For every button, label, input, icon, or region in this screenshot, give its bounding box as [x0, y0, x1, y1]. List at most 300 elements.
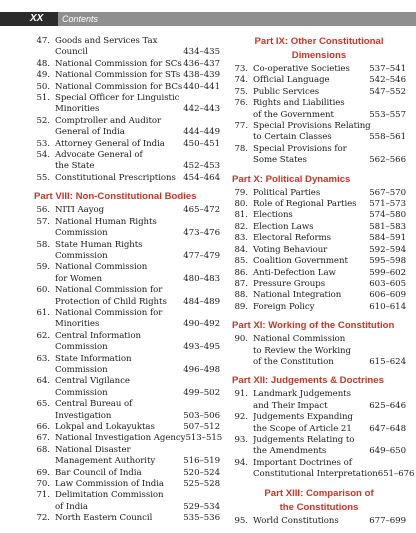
entry-body: [55, 93, 220, 116]
entry-title: Some States: [253, 155, 307, 166]
entry-title: for Women: [55, 273, 102, 284]
entry-line: [55, 205, 220, 216]
toc-entry: [232, 457, 415, 481]
entry-title: of India: [55, 501, 88, 512]
entry-number: 89.: [234, 301, 248, 312]
entry-body: [55, 36, 220, 59]
entry-number: 53.: [36, 138, 50, 149]
entry-title: Management Authority: [55, 456, 156, 467]
entry-line: [253, 210, 406, 221]
entry-number: 76.: [234, 98, 248, 109]
entry-list: [232, 64, 406, 167]
toc-entry: [232, 64, 406, 75]
entry-line: [55, 422, 220, 433]
entry-title: National Commission for: [55, 285, 163, 296]
entry-body: [253, 279, 406, 290]
entry-title: National Commission for STs: [55, 70, 181, 81]
entry-line: [253, 279, 406, 290]
entry-body: [253, 98, 406, 121]
toc-entry: [232, 87, 406, 98]
entry-line: [55, 502, 220, 513]
entry-line: [55, 319, 220, 330]
entry-number: 58.: [36, 239, 50, 250]
entry-title: Coalition Government: [253, 256, 348, 267]
entry-pages: 595–598: [369, 256, 406, 267]
entry-body: [253, 435, 406, 458]
entry-number: 71.: [36, 490, 50, 501]
entry-line: [253, 302, 406, 313]
entry-pages: 477–479: [183, 250, 220, 261]
entry-line: [55, 354, 220, 365]
entry-line: [253, 64, 406, 75]
entry-line: [55, 479, 220, 490]
entry-pages: 499–502: [183, 387, 220, 398]
entry-pages: 444–449: [183, 127, 220, 138]
entry-pages: 562–566: [369, 155, 406, 166]
entry-line: [55, 251, 220, 262]
entry-pages: 452–453: [183, 161, 220, 172]
entry-line: [253, 290, 406, 301]
toc-entry: [232, 188, 406, 199]
entry-number: 62.: [36, 330, 50, 341]
toc-entry: [232, 290, 406, 301]
toc-entry: [232, 279, 406, 290]
toc-entry: [232, 302, 406, 313]
entry-line: [55, 161, 220, 172]
header-title: Contents: [62, 14, 99, 24]
entry-title: Constitutional Interpretation: [253, 469, 378, 480]
entry-line: [253, 75, 406, 86]
entry-title: Pressure Groups: [253, 278, 326, 289]
entry-title: Attorney General of India: [55, 138, 165, 149]
toc-entry: [34, 285, 220, 308]
toc-entry: [232, 334, 406, 368]
toc-entry: [232, 516, 406, 527]
part-heading-ix-sub: Dimensions: [291, 50, 347, 61]
entry-line: [55, 331, 220, 342]
entry-body: [253, 458, 414, 481]
entry-title: Election Laws: [253, 221, 314, 232]
toc-entry: [34, 139, 220, 150]
entry-number: 95.: [234, 515, 248, 526]
entry-title: NITI Aayog: [55, 205, 105, 216]
toc-entry: [232, 245, 406, 256]
entry-line: [253, 110, 406, 121]
entry-number: 55.: [36, 172, 50, 183]
toc-entry: [232, 233, 406, 244]
entry-title: Commission: [55, 342, 108, 353]
entry-pages: 547–552: [369, 86, 406, 97]
entry-body: [253, 199, 406, 210]
entry-line: [253, 144, 406, 155]
entry-pages: 553–557: [369, 109, 406, 120]
toc-entry: [232, 210, 406, 221]
entry-body: [55, 59, 220, 70]
entry-line: [253, 268, 406, 279]
entry-body: [55, 240, 220, 263]
entry-number: 86.: [234, 267, 248, 278]
entry-list: [232, 389, 415, 480]
entry-line: [253, 188, 406, 199]
entry-line: [253, 346, 406, 357]
entry-number: 60.: [36, 285, 50, 296]
entry-line: [55, 217, 220, 228]
entry-body: [253, 233, 406, 244]
entry-body: [55, 479, 220, 490]
entry-pages: 574–580: [369, 210, 406, 221]
entry-pages: 513–515: [185, 433, 223, 444]
entry-number: 54.: [36, 150, 50, 161]
entry-pages: 520–524: [183, 467, 220, 478]
entry-body: [55, 376, 220, 399]
part-heading-xi: Part XI: Working of the Constitution: [232, 320, 395, 332]
entry-line: [55, 342, 220, 353]
entry-body: [55, 513, 220, 524]
toc-entry: [232, 256, 406, 267]
entry-body: [55, 308, 220, 331]
entry-title: National Commission for: [55, 307, 163, 318]
entry-line: [253, 155, 406, 166]
left-column: [34, 36, 223, 525]
toc-entry: [232, 222, 406, 233]
entry-number: 47.: [36, 36, 50, 46]
entry-title: National Commission for BCs: [55, 81, 183, 92]
entry-pages: 647–648: [369, 423, 406, 434]
entry-line: [55, 82, 220, 93]
part-heading-xiii: Part XIII: Comparison of: [264, 487, 374, 499]
entry-line: [253, 446, 406, 457]
toc-entry: [34, 82, 220, 93]
toc-entry: [34, 490, 220, 513]
entry-number: 88.: [234, 290, 248, 301]
entry-number: 77.: [234, 121, 248, 132]
entry-title: Minorities: [55, 104, 100, 115]
toc-entry: [34, 59, 220, 70]
entry-number: 75.: [234, 86, 248, 97]
part-heading-viii: Part VIII: Non-Constitutional Bodies: [34, 191, 197, 203]
toc-entry: [34, 399, 220, 422]
entry-line: [55, 274, 220, 285]
entry-body: [55, 422, 220, 433]
entry-title: Protection of Child Rights: [55, 296, 167, 307]
entry-pages: 529–534: [183, 501, 220, 512]
entry-line: [253, 87, 406, 98]
entry-line: [253, 412, 406, 423]
entry-body: [55, 116, 220, 139]
entry-pages: 625–646: [369, 400, 406, 411]
entry-line: [253, 435, 406, 446]
entry-pages: 450–451: [183, 138, 220, 149]
entry-number: 84.: [234, 244, 248, 255]
entry-body: [55, 399, 220, 422]
entry-pages: 440–441: [183, 81, 220, 92]
entry-number: 73.: [234, 64, 248, 74]
entry-body: [253, 412, 406, 435]
entry-line: [253, 469, 414, 480]
entry-title: Central Vigilance: [55, 376, 130, 387]
toc-entry: [34, 173, 220, 184]
entry-body: [253, 389, 406, 412]
toc-entry: [232, 75, 406, 86]
entry-number: 49.: [36, 70, 50, 81]
entry-pages: 610–614: [369, 301, 406, 312]
entry-title: General of India: [55, 127, 125, 138]
entry-pages: 434–435: [183, 47, 220, 58]
entry-list: [34, 205, 223, 524]
entry-title: Law Commission of India: [55, 479, 164, 490]
entry-title: Comptroller and Auditor: [55, 115, 162, 126]
entry-body: [253, 245, 406, 256]
entry-body: [253, 210, 406, 221]
entry-line: [55, 262, 220, 273]
entry-line: [253, 458, 414, 469]
entry-pages: 535–536: [183, 513, 220, 524]
entry-title: Lokpal and Lokayuktas: [55, 422, 155, 432]
entry-body: [55, 82, 220, 93]
entry-line: [55, 127, 220, 138]
entry-title: Electoral Reforms: [253, 233, 331, 244]
entry-number: 68.: [36, 444, 50, 455]
entry-number: 92.: [234, 412, 248, 423]
entry-pages: 454–464: [183, 172, 220, 183]
entry-title: National Commission: [55, 262, 148, 273]
entry-line: [55, 47, 220, 58]
entry-line: [55, 365, 220, 376]
entry-pages: 537–541: [369, 64, 406, 74]
toc-entry: [34, 308, 220, 331]
entry-pages: 516–519: [183, 456, 220, 467]
entry-title: to Review the Working: [253, 345, 351, 356]
entry-number: 81.: [234, 210, 248, 221]
toc-entry: [34, 331, 220, 354]
entry-title: Elections: [253, 210, 293, 221]
part-heading-xii: Part XII: Judgements & Doctrines: [232, 375, 384, 387]
entry-number: 79.: [234, 187, 248, 198]
entry-title: World Constitutions: [253, 515, 339, 526]
entry-number: 83.: [234, 233, 248, 244]
header-page-box: [0, 12, 58, 26]
entry-title: Public Services: [253, 86, 320, 97]
entry-line: [55, 445, 220, 456]
entry-number: 94.: [234, 457, 248, 468]
entry-number: 61.: [36, 307, 50, 318]
entry-line: [253, 98, 406, 109]
entry-number: 64.: [36, 376, 50, 387]
entry-title: Commission: [55, 228, 108, 239]
entry-line: [55, 116, 220, 127]
entry-number: 56.: [36, 205, 50, 216]
entry-title: the Amendments: [253, 446, 327, 457]
entry-pages: 503–506: [183, 410, 220, 421]
entry-number: 63.: [36, 353, 50, 364]
toc-entry: [34, 70, 220, 81]
toc-entry: [34, 262, 220, 285]
toc-entry: [34, 217, 220, 240]
toc-entry: [34, 468, 220, 479]
entry-title: Minorities: [55, 319, 100, 330]
entry-line: [55, 59, 220, 70]
entry-line: [55, 376, 220, 387]
entry-line: [253, 199, 406, 210]
entry-pages: 606–609: [369, 290, 406, 301]
entry-number: 67.: [36, 433, 50, 444]
toc-entry: [34, 445, 220, 468]
entry-pages: 484–489: [183, 296, 220, 307]
entry-line: [253, 357, 406, 368]
entry-number: 90.: [234, 334, 248, 345]
entry-pages: 442–443: [183, 104, 220, 115]
entry-number: 59.: [36, 262, 50, 273]
entry-pages: 599–602: [369, 267, 406, 278]
entry-title: the Scope of Article 21: [253, 423, 352, 434]
entry-line: [55, 93, 220, 104]
entry-title: Rights and Liabilities: [253, 98, 345, 109]
entry-title: Council: [55, 47, 88, 58]
entry-list: [232, 516, 406, 527]
entry-pages: 651–676: [377, 469, 415, 480]
entry-title: National Human Rights: [55, 216, 157, 227]
toc-entry: [232, 144, 406, 167]
entry-pages: 438–439: [183, 70, 220, 81]
part-heading-xiii-sub: the Constitutions: [279, 501, 359, 513]
entry-body: [253, 302, 406, 313]
entry-title: Bar Council of India: [55, 467, 142, 478]
entry-body: [55, 150, 220, 173]
entry-pages: 496–498: [183, 364, 220, 375]
entry-title: Political Parties: [253, 187, 321, 198]
entry-line: [55, 308, 220, 319]
entry-number: 82.: [234, 221, 248, 232]
entry-title: National Commission: [253, 334, 346, 345]
entry-title: Judgements Expanding: [253, 412, 353, 423]
page-number: XX: [30, 13, 44, 24]
entry-list: [34, 36, 220, 184]
entry-title: Judgements Relating to: [253, 434, 355, 445]
toc-entry: [34, 205, 220, 216]
part-heading-x: Part X: Political Dynamics: [232, 173, 351, 185]
entry-line: [55, 468, 220, 479]
toc-entry: [34, 36, 220, 59]
toc-entry: [34, 433, 223, 444]
entry-body: [55, 262, 220, 285]
entry-title: Role of Regional Parties: [253, 199, 357, 210]
entry-number: 69.: [36, 467, 50, 478]
toc-entry: [232, 199, 406, 210]
entry-number: 52.: [36, 115, 50, 126]
entry-list: [232, 188, 406, 313]
toc-entry: [34, 513, 220, 524]
entry-title: the State: [55, 161, 95, 172]
entry-number: 91.: [234, 389, 248, 400]
entry-title: National Investigation Agency: [55, 433, 186, 444]
entry-pages: 493–495: [183, 342, 220, 353]
entry-pages: 473–476: [183, 228, 220, 239]
entry-line: [55, 173, 220, 184]
entry-body: [253, 256, 406, 267]
entry-title: to Certain Classes: [253, 132, 332, 143]
entry-title: National Integration: [253, 290, 342, 301]
entry-line: [253, 121, 406, 132]
entry-line: [253, 424, 406, 435]
toc-entry: [34, 376, 220, 399]
entry-line: [55, 513, 220, 524]
entry-title: Advocate General of: [55, 150, 143, 161]
entry-body: [253, 222, 406, 233]
entry-number: 48.: [36, 58, 50, 69]
entry-title: of the Constitution: [253, 356, 334, 367]
entry-title: National Commission for SCs: [55, 58, 182, 69]
entry-title: Official Language: [253, 75, 330, 86]
entry-number: 72.: [36, 513, 50, 524]
entry-line: [253, 132, 406, 143]
toc-entry: [34, 150, 220, 173]
entry-list: [232, 334, 406, 368]
entry-number: 80.: [234, 199, 248, 210]
entry-body: [55, 173, 220, 184]
entry-number: 70.: [36, 479, 50, 490]
entry-title: Commission: [55, 364, 108, 375]
entry-line: [253, 389, 406, 400]
entry-pages: 584–591: [369, 233, 406, 244]
entry-body: [55, 331, 220, 354]
entry-pages: 571–573: [369, 199, 406, 210]
toc-entry: [34, 93, 220, 116]
entry-title: Landmark Judgements: [253, 389, 351, 400]
entry-body: [55, 70, 220, 81]
entry-title: Commission: [55, 250, 108, 261]
entry-title: Central Bureau of: [55, 399, 133, 410]
entry-title: Voting Behaviour: [253, 244, 328, 255]
toc-entry: [34, 240, 220, 263]
entry-number: 51.: [36, 93, 50, 104]
entry-body: [55, 217, 220, 240]
toc-entry: [232, 98, 406, 121]
entry-pages: 436–437: [183, 58, 220, 69]
toc-entry: [34, 354, 220, 377]
entry-title: of the Government: [253, 109, 334, 120]
entry-body: [253, 64, 406, 75]
toc-entry: [34, 479, 220, 490]
entry-number: 93.: [234, 434, 248, 445]
entry-number: 87.: [234, 278, 248, 289]
entry-title: Anti-Defection Law: [253, 267, 336, 278]
entry-line: [55, 388, 220, 399]
entry-body: [253, 75, 406, 86]
entry-body: [253, 290, 406, 301]
entry-pages: 567–570: [369, 187, 406, 198]
entry-line: [55, 399, 220, 410]
entry-number: 50.: [36, 81, 50, 92]
entry-number: 74.: [234, 75, 248, 86]
entry-title: Co-operative Societies: [253, 64, 350, 74]
entry-number: 66.: [36, 422, 50, 432]
entry-line: [253, 233, 406, 244]
entry-body: [253, 144, 406, 167]
entry-line: [55, 150, 220, 161]
header-title-band: [58, 12, 416, 26]
entry-pages: 581–583: [369, 221, 406, 232]
entry-title: Constitutional Prescriptions: [55, 172, 176, 183]
entry-pages: 542–546: [369, 75, 406, 86]
entry-body: [253, 87, 406, 98]
right-column: [232, 36, 415, 527]
entry-pages: 507–512: [183, 422, 220, 432]
entry-pages: 677–699: [369, 515, 406, 526]
entry-title: Commission: [55, 387, 108, 398]
entry-line: [55, 285, 220, 296]
toc-entry: [232, 412, 406, 435]
entry-title: State Information: [55, 353, 132, 364]
